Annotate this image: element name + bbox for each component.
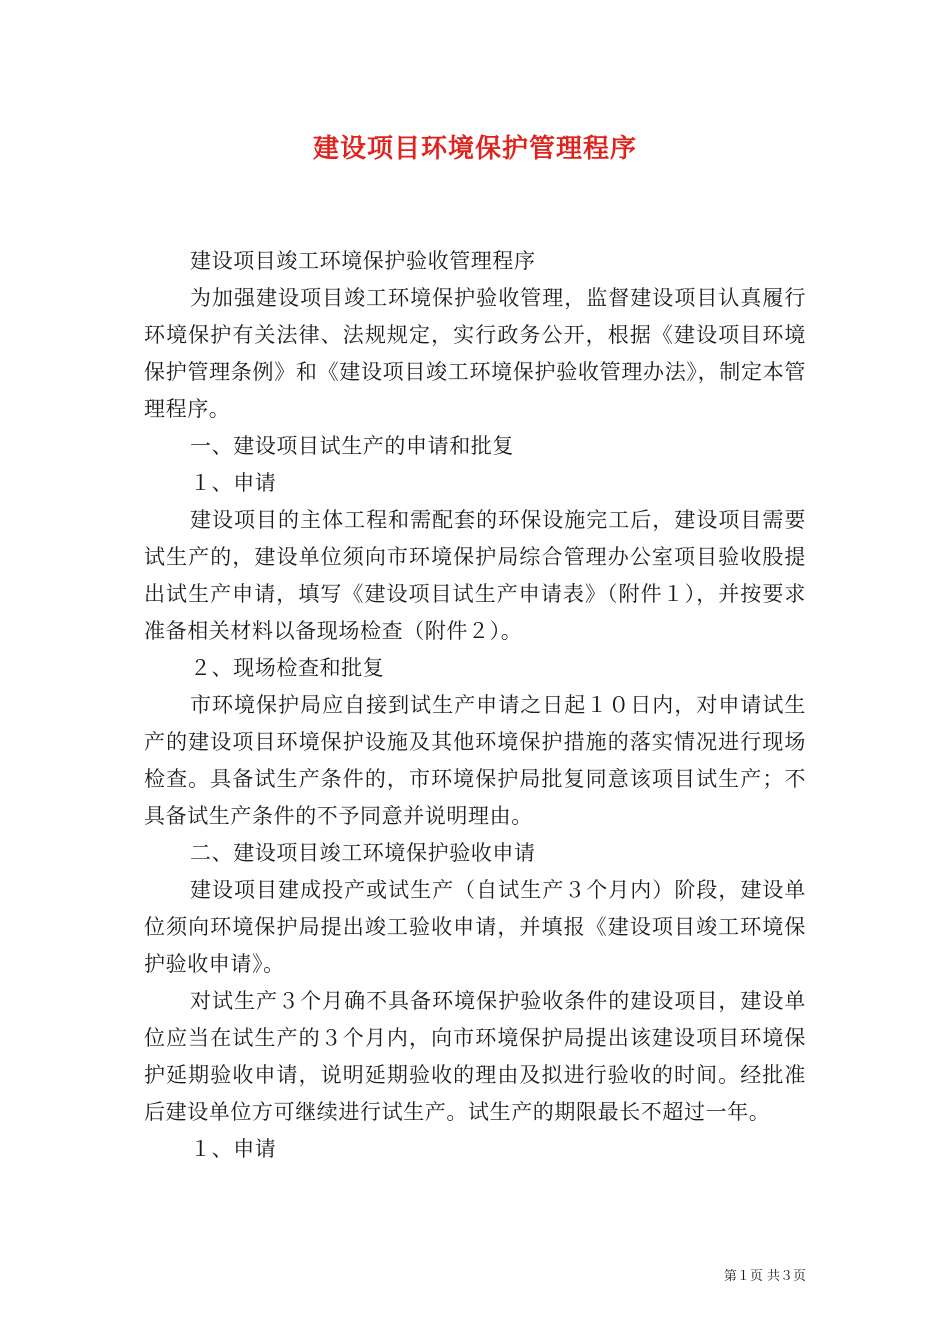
document-body [144,243,806,1168]
page-title: 建设项目环境保护管理程序 [312,134,637,164]
paragraph: 为加强建设项目竣工环境保护验收管理，监督建设项目认真履行环境保护有关法律、法规规定，实行政务公开，根据《建设项目环境保护管理条例》和《建设项目竣工环境保护验收管理办法》，制定本管理程序。 [144,286,806,421]
paragraph: 建设项目建成投产或试生产（自试生产３个月内）阶段，建设单位须向环境保护局提出竣工验收申请，并填报《建设项目竣工环境保护验收申请》。 [144,878,806,976]
subsection-heading: １、申请 [190,1137,277,1161]
section-heading: 一、建设项目试生产的申请和批复 [190,434,514,458]
paragraph: 市环境保护局应自接到试生产申请之日起１０日内，对申请试生产的建设项目环境保护设施及其他环境保护措施的落实情况进行现场检查。具备试生产条件的，市环境保护局批复同意该项目试生产；不具备试生产条件的不予同意并说明理由。 [144,693,806,828]
subsection-heading: １、申请 [190,471,277,495]
page-number-footer: 第１页 共３页 [723,1269,806,1284]
section-heading: 二、建设项目竣工环境保护验收申请 [190,841,536,865]
subsection-heading: ２、现场检查和批复 [190,656,385,680]
paragraph: 建设项目竣工环境保护验收管理程序 [190,249,536,273]
paragraph: 建设项目的主体工程和需配套的环保设施完工后，建设项目需要试生产的，建设单位须向市环境保护局综合管理办公室项目验收股提出试生产申请，填写《建设项目试生产申请表》（附件１），并按要求准备相关材料以备现场检查（附件２）。 [144,508,806,643]
paragraph: 对试生产３个月确不具备环境保护验收条件的建设项目，建设单位应当在试生产的３个月内，向市环境保护局提出该建设项目环境保护延期验收申请，说明延期验收的理由及拟进行验收的时间。经批准后建设单位方可继续进行试生产。试生产的期限最长不超过一年。 [144,989,806,1124]
